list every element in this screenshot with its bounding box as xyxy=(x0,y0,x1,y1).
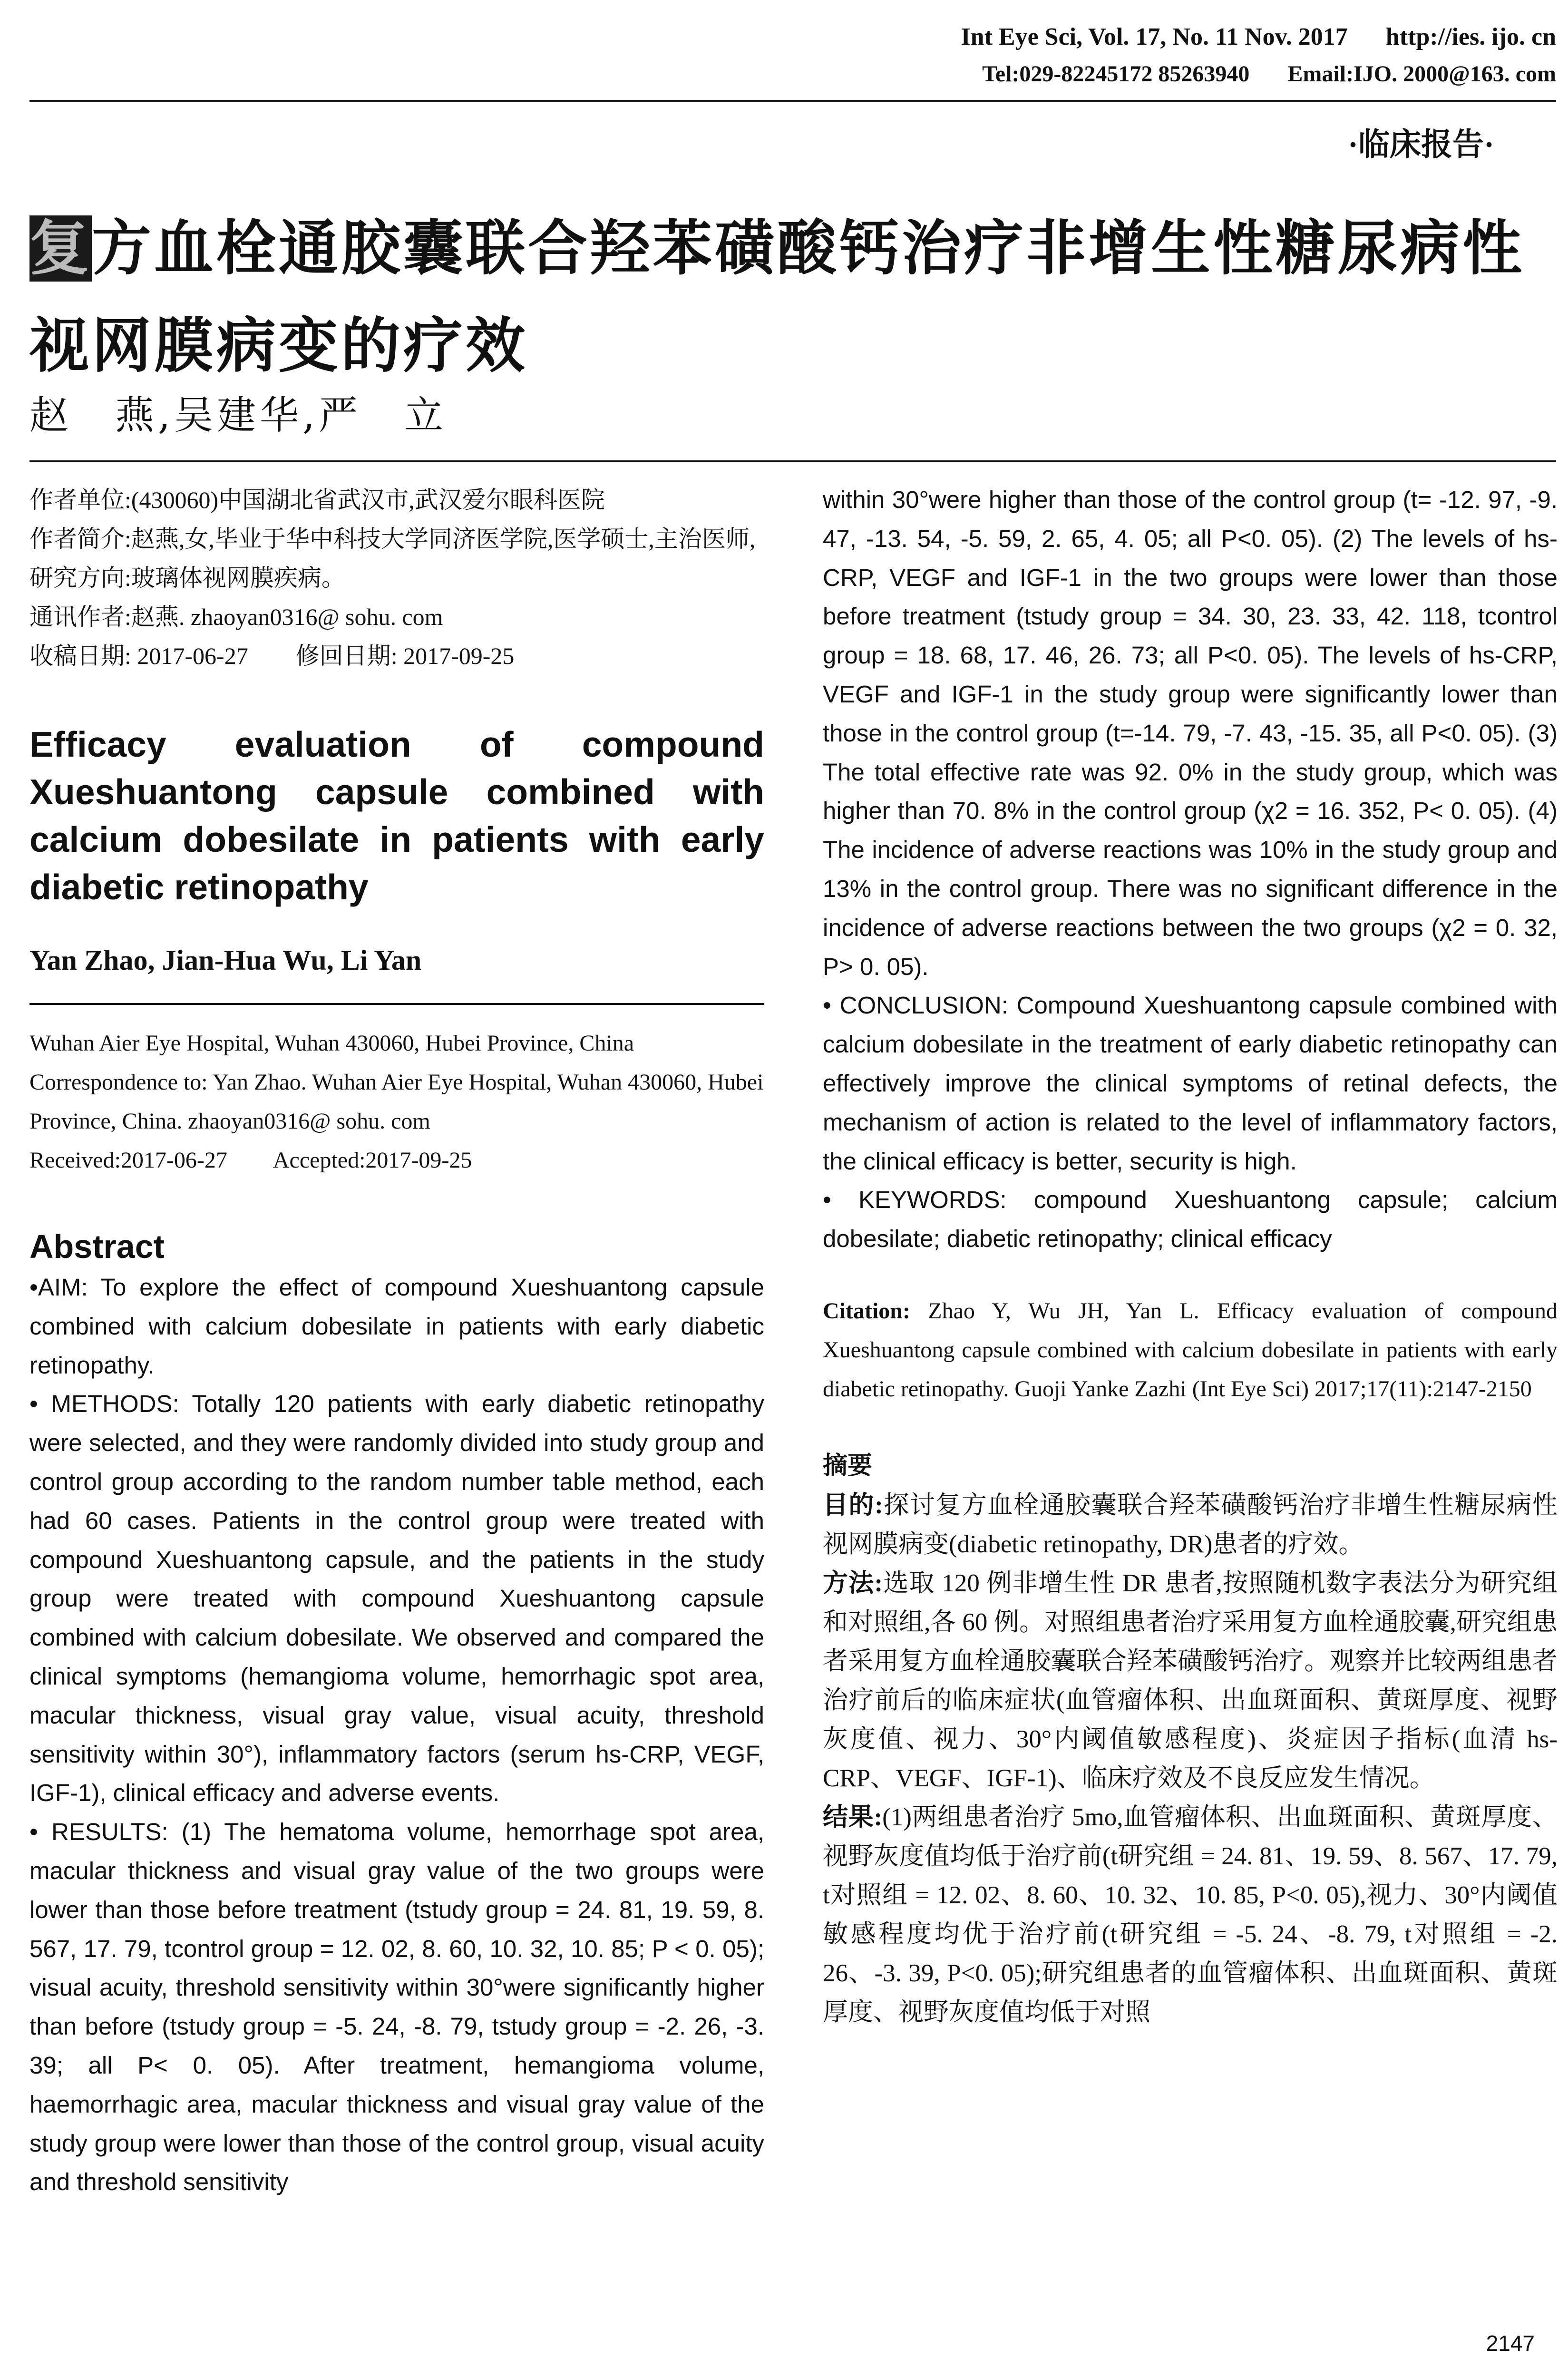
abstract-heading: Abstract xyxy=(29,1228,165,1265)
authors-rule xyxy=(29,1003,764,1005)
affiliation-en: Wuhan Aier Eye Hospital, Wuhan 430060, Hubei Province, China xyxy=(29,1031,634,1056)
abstract-conclusion: • CONCLUSION: Compound Xueshuantong capsule combined with calcium dobesilate in the treatment of early diabetic retinopathy can effectively improve the clinical symptoms of retinal defects, the mechanism of action is related to the level of inflammatory factors, the clinical efficacy is better, security is high. xyxy=(823,992,1558,1175)
dates-en: Received:2017-06-27 Accepted:2017-09-25 xyxy=(29,1148,472,1173)
dates-zh: 收稿日期: 2017-06-27 修回日期: 2017-09-25 xyxy=(29,643,515,669)
aim-label-zh: 目的: xyxy=(823,1491,883,1519)
article-title-en-line1: Efficacy evaluation of compound xyxy=(29,724,764,764)
left-column xyxy=(29,480,764,2202)
affiliation-en-block xyxy=(29,1024,764,1180)
article-title-en-line3: calcium dobesilate in patients with early xyxy=(29,819,764,859)
results-label-zh: 结果: xyxy=(823,1803,883,1831)
corresponding-author-zh: 通讯作者:赵燕. zhaoyan0316@ sohu. com xyxy=(29,604,443,630)
affiliation-zh: 作者单位:(430060)中国湖北省武汉市,武汉爱尔眼科医院 xyxy=(29,487,605,513)
methods-label-zh: 方法: xyxy=(823,1569,883,1597)
abstract-en-left xyxy=(29,1268,764,2202)
article-title-zh xyxy=(29,200,1551,395)
right-column xyxy=(823,480,1558,2032)
abstract-zh xyxy=(823,1486,1558,2032)
abstract-zh-heading: 摘要 xyxy=(823,1452,873,1480)
journal-url: http://ies. ijo. cn xyxy=(1385,23,1556,50)
title-first-char: 复 xyxy=(29,215,92,282)
section-label: ·临床报告· xyxy=(1347,127,1494,162)
abstract-methods: • METHODS: Totally 120 patients with early diabetic retinopathy were selected, and they were randomly divided into study group and control group according to the random number table method, each had 60 cases. Patients in the control group were treated with compound Xueshuantong capsule, and the patients in the study group were treated with compound Xueshuantong capsule combined with calcium dobesilate. We observed and compared the clinical symptoms (hemangioma volume, hemorrhagic spot area, macular thickness, visual gray value, visual acuity, threshold sensitivity within 30°), inflammatory factors (serum hs-CRP, VEGF, IGF-1), clinical efficacy and adverse events. xyxy=(29,1390,764,1807)
citation-label: Citation: xyxy=(823,1298,910,1324)
title-rest: 方血栓通胶囊联合羟苯磺酸钙治疗非增生性糖尿病性视网膜病变的疗效 xyxy=(29,215,1525,379)
abstract-keywords: • KEYWORDS: compound Xueshuantong capsule; calcium dobesilate; diabetic retinopathy; clinical efficacy xyxy=(823,1186,1558,1253)
citation-text: Zhao Y, Wu JH, Yan L. Efficacy evaluation of compound Xueshuantong capsule combined with calcium dobesilate in patients with early diabetic retinopathy. Guoji Yanke Zazhi (Int Eye Sci) 2017;17(11):2147-2150 xyxy=(823,1298,1558,1402)
abstract-results-part1: • RESULTS: (1) The hematoma volume, hemorrhage spot area, macular thickness and visual gray value of the two groups were lower than those before treatment (tstudy group = 24. 81, 19. 59, 8. 567, 17. 79, tcontrol group = 12. 02, 8. 60, 10. 32, 10. 85; P < 0. 05); visual acuity, threshold sensitivity within 30°were significantly higher than before (tstudy group = -5. 24, -8. 79, tstudy group = -2. 26, -3. 39; all P< 0. 05). After treatment, hemangioma volume, haemorrhagic area, macular thickness and visual gray value of the study group were lower than those of the control group, visual acuity and threshold sensitivity xyxy=(29,1818,764,2196)
journal-tel: Tel:029-82245172 85263940 xyxy=(982,61,1250,87)
journal-header-line2 xyxy=(944,61,1556,87)
authors-en: Yan Zhao, Jian-Hua Wu, Li Yan xyxy=(29,945,422,976)
journal-header-line1 xyxy=(923,23,1556,51)
journal-citation: Int Eye Sci, Vol. 17, No. 11 Nov. 2017 xyxy=(961,23,1348,50)
header-rule xyxy=(29,100,1556,102)
citation-block xyxy=(823,1292,1558,1409)
article-title-en-line2: Xueshuantong capsule combined with xyxy=(29,772,764,812)
author-bio-zh: 作者简介:赵燕,女,毕业于华中科技大学同济医学院,医学硕士,主治医师,研究方向:玻璃体视网膜疾病。 xyxy=(29,526,756,591)
title-rule xyxy=(29,460,1556,462)
abstract-results-part2: within 30°were higher than those of the control group (t= -12. 97, -9. 47, -13. 54, -5. 59, 2. 65, 4. 05; all P<0. 05). (2) The levels of hs-CRP, VEGF and IGF-1 in the two groups were lower than those before treatment (tstudy group = 34. 30, 23. 33, 42. 118, tcontrol group = 18. 68, 17. 46, 26. 73; all P<0. 05). The levels of hs-CRP, VEGF and IGF-1 in the study group were significantly lower than those in the control group (t=-14. 79, -7. 43, -15. 35, all P<0. 05). (3) The total effective rate was 92. 0% in the study group, which was higher than 70. 8% in the control group (χ2 = 16. 352, P< 0. 05). (4) The incidence of adverse reactions was 10% in the study group and 13% in the control group. There was no significant difference in the incidence of adverse reactions between the two groups (χ2 = 0. 32, P> 0. 05). xyxy=(823,486,1558,980)
correspondence-en: Correspondence to: Yan Zhao. Wuhan Aier Eye Hospital, Wuhan 430060, Hubei Province, China. zhaoyan0316@ sohu. com xyxy=(29,1070,764,1134)
methods-zh: 选取 120 例非增生性 DR 患者,按照随机数字表法分为研究组和对照组,各 60 例。对照组患者治疗采用复方血栓通胶囊,研究组患者采用复方血栓通胶囊联合羟苯磺酸钙治疗。观察并比较两组患者治疗前后的临床症状(血管瘤体积、出血斑面积、黄斑厚度、视野灰度值、视力、30°内阈值敏感程度)、炎症因子指标(血清 hs-CRP、VEGF、IGF-1)、临床疗效及不良反应发生情况。 xyxy=(823,1569,1558,1792)
aim-zh: 探讨复方血栓通胶囊联合羟苯磺酸钙治疗非增生性糖尿病性视网膜病变(diabetic retinopathy, DR)患者的疗效。 xyxy=(823,1491,1558,1558)
journal-email: Email:IJO. 2000@163. com xyxy=(1287,61,1556,87)
results-zh: (1)两组患者治疗 5mo,血管瘤体积、出血斑面积、黄斑厚度、视野灰度值均低于治疗前(t研究组 = 24. 81、19. 59、8. 567、17. 79, t对照组 = 12. 02、8. 60、10. 32、10. 85, P<0. 05),视力、30°内阈值敏感程度均优于治疗前(t研究组 = -5. 24、-8. 79, t对照组 = -2. 26、-3. 39, P<0. 05);研究组患者的血管瘤体积、出血斑面积、黄斑厚度、视野灰度值均低于对照 xyxy=(823,1803,1558,2026)
abstract-aim: •AIM: To explore the effect of compound Xueshuantong capsule combined with calcium dobesilate in patients with early diabetic retinopathy. xyxy=(29,1274,764,1379)
page-number: 2147 xyxy=(1486,2331,1535,2356)
abstract-en-right xyxy=(823,480,1558,1258)
authors-zh: 赵 燕,吴建华,严 立 xyxy=(29,393,448,438)
article-title-en-line4: diabetic retinopathy xyxy=(29,867,369,907)
author-info-zh xyxy=(29,480,764,675)
